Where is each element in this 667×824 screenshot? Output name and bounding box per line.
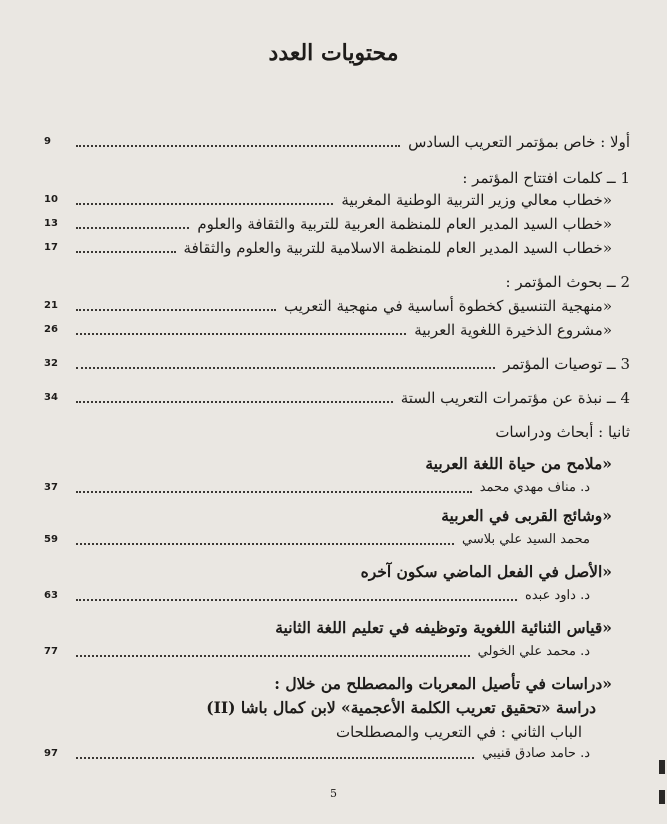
toc-entry	[44, 558, 630, 582]
page-number: 5	[330, 787, 337, 800]
toc-entry-page-number: 34	[44, 392, 58, 403]
toc-entry-title: «خطاب معالي وزير التربية الوطنية المغربية	[341, 191, 612, 209]
toc-entry-page-number: 63	[44, 590, 58, 601]
dot-leader	[76, 400, 393, 403]
toc-entry-title: 3 ــ توصيات المؤتمر	[503, 355, 630, 373]
toc-entry-title: «وشائج القربى في العربية	[441, 506, 612, 525]
toc-entry	[44, 268, 630, 292]
toc-entry	[44, 418, 630, 442]
table-of-contents	[44, 128, 630, 768]
toc-entry-page-number: 97	[44, 748, 58, 759]
toc-entry	[44, 450, 630, 474]
toc-entry	[44, 582, 630, 606]
toc-entry	[44, 292, 630, 316]
dot-leader	[76, 490, 472, 493]
dot-leader	[76, 366, 495, 369]
toc-entry	[44, 502, 630, 526]
toc-entry-author: د. مناف مهدي محمد	[479, 480, 590, 495]
dot-leader	[76, 332, 406, 335]
toc-entry-page-number: 59	[44, 534, 58, 545]
toc-entry	[44, 638, 630, 662]
toc-entry-title: «قياس الثنائية اللغوية وتوظيفه في تعليم اللغة الثانية	[275, 618, 612, 637]
toc-entry-title: أولا : خاص بمؤتمر التعريب السادس	[408, 133, 630, 151]
toc-entry-title: 4 ــ نبذة عن مؤتمرات التعريب الستة	[400, 389, 630, 407]
page-edge-mark	[659, 790, 665, 804]
toc-entry-author: د. محمد علي الخولي	[477, 644, 590, 659]
toc-entry-page-number: 13	[44, 218, 58, 229]
toc-entry-page-number: 77	[44, 646, 58, 657]
toc-entry-title: «مشروع الذخيرة اللغوية العربية	[414, 321, 612, 339]
dot-leader	[76, 144, 400, 147]
toc-entry-title: «ملامح من حياة اللغة العربية	[425, 454, 612, 473]
toc-entry-title: الباب الثاني : في التعريب والمصطلحات	[335, 723, 582, 741]
toc-entry-page-number: 17	[44, 242, 58, 253]
toc-entry-title: دراسة «تحقيق تعريب الكلمة الأعجمية» لابن كمال باشا (II)	[206, 698, 596, 717]
dot-leader	[76, 226, 189, 229]
toc-entry-page-number: 26	[44, 324, 58, 335]
toc-entry-title: «الأصل في الفعل الماضي سكون آخره	[360, 562, 612, 581]
toc-entry	[44, 316, 630, 340]
toc-entry-title: 1 ــ كلمات افتتاح المؤتمر :	[462, 169, 630, 187]
dot-leader	[76, 250, 176, 253]
toc-entry-author: د. حامد صادق قنيبي	[482, 746, 590, 761]
toc-entry-title: «منهجية التنسيق كخطوة أساسية في منهجية التعريب	[284, 297, 612, 315]
toc-entry-title: «خطاب السيد المدير العام للمنظمة الاسلامية للتربية والعلوم والثقافة	[183, 239, 612, 257]
toc-entry	[44, 474, 630, 498]
toc-entry-author: محمد السيد علي بلاسي	[461, 532, 590, 547]
toc-entry-page-number: 10	[44, 194, 58, 205]
toc-entry	[44, 740, 630, 764]
toc-entry	[44, 128, 630, 152]
page-title: محتويات العدد	[268, 40, 399, 66]
toc-entry	[44, 350, 630, 374]
dot-leader	[76, 654, 470, 657]
dot-leader	[76, 308, 276, 311]
toc-entry	[44, 234, 630, 258]
toc-entry-title: «دراسات في تأصيل المعربات والمصطلح من خلال :	[274, 674, 612, 693]
dot-leader	[76, 756, 474, 759]
toc-entry-author: د. داود عبده	[525, 588, 590, 603]
toc-entry-page-number: 32	[44, 358, 58, 369]
toc-entry-title: ثانيا : أبحاث ودراسات	[495, 423, 630, 441]
toc-entry	[44, 526, 630, 550]
toc-entry	[44, 670, 630, 694]
dot-leader	[76, 202, 333, 205]
toc-entry	[44, 210, 630, 234]
toc-entry	[44, 694, 630, 718]
toc-entry-page-number: 37	[44, 482, 58, 493]
toc-entry	[44, 164, 630, 188]
page-edge-mark	[659, 760, 665, 774]
toc-entry	[44, 614, 630, 638]
toc-entry-page-number: 21	[44, 300, 58, 311]
toc-entry	[44, 718, 630, 742]
toc-entry	[44, 384, 630, 408]
dot-leader	[76, 598, 517, 601]
toc-entry-page-number: 9	[44, 136, 51, 147]
toc-entry	[44, 186, 630, 210]
dot-leader	[76, 542, 454, 545]
toc-entry-title: 2 ــ بحوث المؤتمر :	[505, 273, 630, 291]
toc-entry-title: «خطاب السيد المدير العام للمنظمة العربية للتربية والثقافة والعلوم	[197, 215, 612, 233]
